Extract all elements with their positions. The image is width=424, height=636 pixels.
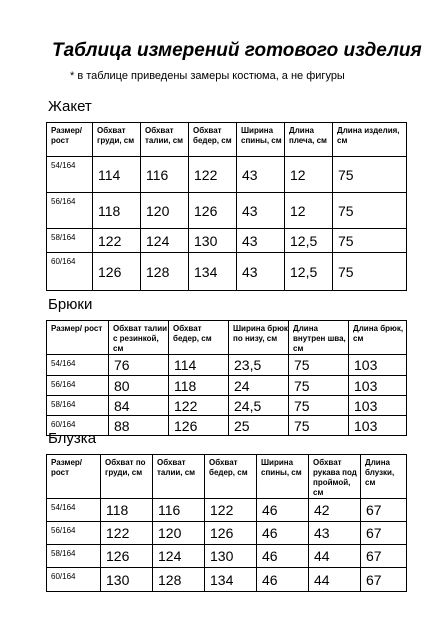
- value-cell: 43: [237, 253, 285, 291]
- table-row: [47, 253, 407, 291]
- value-cell: 126: [93, 253, 141, 291]
- value-cell: 67: [361, 499, 407, 522]
- value-cell: 130: [189, 229, 237, 253]
- column-header: Ширина спины, см: [257, 455, 309, 499]
- value-cell: 12,5: [285, 253, 333, 291]
- column-header: Длина брюк, см: [349, 321, 407, 355]
- value-cell: 114: [169, 355, 229, 376]
- value-cell: 122: [101, 522, 153, 545]
- value-cell: 134: [205, 568, 257, 592]
- column-header: Обхват талии, см: [153, 455, 205, 499]
- value-cell: 120: [141, 193, 189, 229]
- size-cell: 56/164: [47, 376, 109, 396]
- column-header: Обхват по груди, см: [101, 455, 153, 499]
- value-cell: 44: [309, 545, 361, 568]
- size-cell: 58/164: [47, 396, 109, 416]
- value-cell: 44: [309, 568, 361, 592]
- value-cell: 67: [361, 568, 407, 592]
- value-cell: 122: [169, 396, 229, 416]
- value-cell: 46: [257, 568, 309, 592]
- value-cell: 126: [101, 545, 153, 568]
- value-cell: 84: [109, 396, 169, 416]
- table-row: [47, 545, 407, 568]
- column-header: Обхват бедер, см: [169, 321, 229, 355]
- table-row: [47, 416, 407, 436]
- value-cell: 114: [93, 157, 141, 193]
- value-cell: 122: [205, 499, 257, 522]
- column-header: Ширина брюк по низу, см: [229, 321, 289, 355]
- value-cell: 75: [289, 396, 349, 416]
- table-row: [47, 355, 407, 376]
- value-cell: 23,5: [229, 355, 289, 376]
- value-cell: 116: [153, 499, 205, 522]
- trousers-table: [46, 320, 407, 436]
- value-cell: 24,5: [229, 396, 289, 416]
- value-cell: 12: [285, 193, 333, 229]
- value-cell: 130: [101, 568, 153, 592]
- column-header: Размер/ рост: [47, 123, 93, 157]
- column-header: Обхват талии с резинкой, см: [109, 321, 169, 355]
- page-subtitle: * в таблице приведены замеры костюма, а не фигуры: [70, 70, 345, 82]
- value-cell: 103: [349, 355, 407, 376]
- table-header-row: [47, 455, 407, 499]
- value-cell: 76: [109, 355, 169, 376]
- column-header: Длина изделия, см: [333, 123, 407, 157]
- value-cell: 126: [169, 416, 229, 436]
- table-row: [47, 568, 407, 592]
- column-header: Обхват талии, см: [141, 123, 189, 157]
- size-cell: 54/164: [47, 499, 101, 522]
- value-cell: 130: [205, 545, 257, 568]
- jacket-heading: Жакет: [48, 98, 92, 115]
- value-cell: 67: [361, 545, 407, 568]
- table-header-row: [47, 321, 407, 355]
- value-cell: 126: [189, 193, 237, 229]
- value-cell: 12,5: [285, 229, 333, 253]
- value-cell: 25: [229, 416, 289, 436]
- value-cell: 46: [257, 545, 309, 568]
- size-cell: 56/164: [47, 193, 93, 229]
- value-cell: 122: [189, 157, 237, 193]
- table-row: [47, 396, 407, 416]
- value-cell: 24: [229, 376, 289, 396]
- page-title: Таблица измерений готового изделия: [52, 40, 422, 61]
- table-row: [47, 229, 407, 253]
- size-cell: 60/164: [47, 253, 93, 291]
- size-cell: 58/164: [47, 545, 101, 568]
- column-header: Обхват рукава под проймой, см: [309, 455, 361, 499]
- column-header: Длина плеча, см: [285, 123, 333, 157]
- column-header: Обхват груди, см: [93, 123, 141, 157]
- size-cell: 60/164: [47, 416, 109, 436]
- jacket-table: [46, 122, 407, 291]
- size-cell: 60/164: [47, 568, 101, 592]
- value-cell: 43: [237, 157, 285, 193]
- value-cell: 120: [153, 522, 205, 545]
- value-cell: 103: [349, 396, 407, 416]
- value-cell: 42: [309, 499, 361, 522]
- value-cell: 80: [109, 376, 169, 396]
- blouse-heading: Блузка: [48, 430, 97, 447]
- table-row: [47, 499, 407, 522]
- column-header: Ширина спины, см: [237, 123, 285, 157]
- value-cell: 43: [237, 229, 285, 253]
- value-cell: 46: [257, 522, 309, 545]
- value-cell: 75: [333, 193, 407, 229]
- value-cell: 134: [189, 253, 237, 291]
- value-cell: 128: [141, 253, 189, 291]
- value-cell: 118: [101, 499, 153, 522]
- column-header: Обхват бедер, см: [205, 455, 257, 499]
- value-cell: 43: [309, 522, 361, 545]
- value-cell: 116: [141, 157, 189, 193]
- value-cell: 124: [153, 545, 205, 568]
- value-cell: 118: [169, 376, 229, 396]
- column-header: Длина блузки, см: [361, 455, 407, 499]
- size-cell: 56/164: [47, 522, 101, 545]
- size-cell: 54/164: [47, 355, 109, 376]
- value-cell: 75: [333, 229, 407, 253]
- value-cell: 46: [257, 499, 309, 522]
- value-cell: 67: [361, 522, 407, 545]
- size-cell: 58/164: [47, 229, 93, 253]
- blouse-table: [46, 454, 407, 592]
- column-header: Размер/ рост: [47, 321, 109, 355]
- value-cell: 126: [205, 522, 257, 545]
- value-cell: 75: [333, 253, 407, 291]
- table-row: [47, 193, 407, 229]
- column-header: Обхват бедер, см: [189, 123, 237, 157]
- value-cell: 75: [333, 157, 407, 193]
- value-cell: 12: [285, 157, 333, 193]
- table-row: [47, 522, 407, 545]
- value-cell: 103: [349, 416, 407, 436]
- column-header: Размер/ рост: [47, 455, 101, 499]
- value-cell: 124: [141, 229, 189, 253]
- value-cell: 122: [93, 229, 141, 253]
- value-cell: 88: [109, 416, 169, 436]
- size-cell: 54/164: [47, 157, 93, 193]
- value-cell: 118: [93, 193, 141, 229]
- table-row: [47, 157, 407, 193]
- trousers-heading: Брюки: [48, 296, 93, 313]
- value-cell: 43: [237, 193, 285, 229]
- value-cell: 128: [153, 568, 205, 592]
- table-row: [47, 376, 407, 396]
- value-cell: 75: [289, 416, 349, 436]
- value-cell: 75: [289, 355, 349, 376]
- column-header: Длина внутрен шва, см: [289, 321, 349, 355]
- table-header-row: [47, 123, 407, 157]
- value-cell: 75: [289, 376, 349, 396]
- value-cell: 103: [349, 376, 407, 396]
